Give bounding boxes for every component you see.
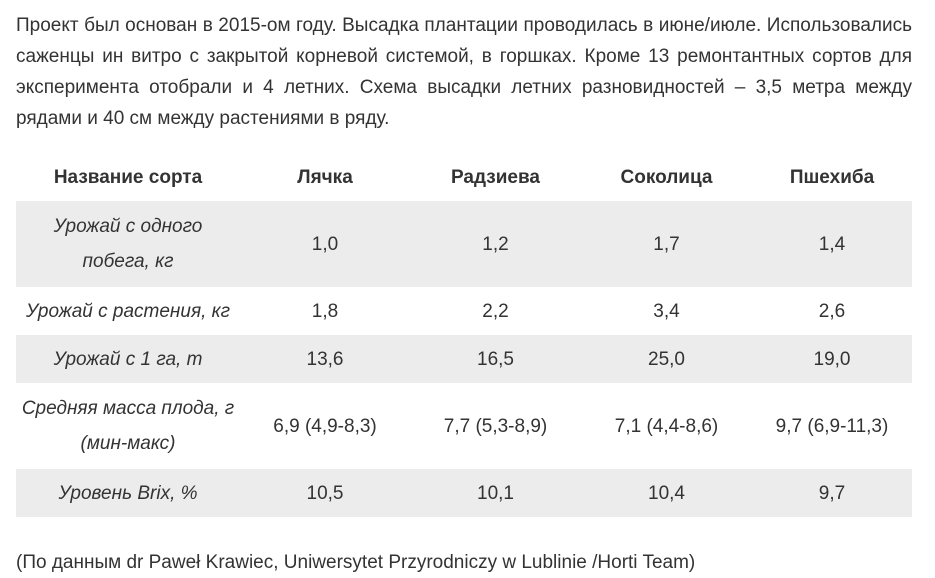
table-cell: 9,7 (752, 469, 912, 517)
table-header-row (16, 154, 912, 201)
row-label: Урожай с одного побега, кг (16, 201, 240, 287)
intro-paragraph: Проект был основан в 2015-ом году. Высадка плантации проводилась в июне/июле. Использовались саженцы ин витро с закрытой корневой системой, в горшках. Кроме 13 ремонтантных сортов для эксперимента отобрали и 4 летних. Схема высадки летних разновидностей – 3,5 метра между рядами и 40 см между растениями в ряду. (16, 15, 912, 129)
table-cell: 1,0 (240, 201, 410, 287)
header-variety-name: Название сорта (53, 166, 203, 188)
table-row (16, 201, 912, 287)
table-row (16, 383, 912, 469)
row-label: Урожай с 1 га, т (16, 335, 240, 383)
table-row (16, 287, 912, 335)
variety-comparison-table (16, 154, 912, 517)
table-cell: 7,1 (4,4-8,6) (614, 415, 719, 437)
row-label: Урожай с растения, кг (25, 300, 230, 322)
table-cell: 16,5 (410, 335, 581, 383)
table-cell: 10,4 (581, 469, 752, 517)
source-note: (По данным dr Paweł Krawiec, Uniwersytet Przyrodniczy w Lublinie /Horti Team) (16, 552, 696, 573)
table-cell: 19,0 (752, 335, 912, 383)
header-radzieva: Радзиева (451, 166, 540, 188)
table-cell: 3,4 (653, 300, 680, 322)
header-pshekhiba: Пшехиба (789, 166, 875, 188)
table-cell: 10,5 (240, 469, 410, 517)
table-cell: 1,4 (752, 201, 912, 287)
header-sokolitsa: Соколица (620, 166, 713, 188)
table-cell: 25,0 (581, 335, 752, 383)
table-cell: 1,2 (410, 201, 581, 287)
table-cell: 13,6 (240, 335, 410, 383)
table-cell: 2,2 (482, 300, 509, 322)
table-row (16, 335, 912, 383)
table-cell: 2,6 (818, 300, 846, 322)
header-lyachka: Лячка (297, 166, 353, 188)
table-cell: 7,7 (5,3-8,9) (443, 415, 548, 437)
table-row (16, 469, 912, 517)
table-cell: 9,7 (6,9-11,3) (775, 415, 889, 437)
table-cell: 6,9 (4,9-8,3) (273, 415, 377, 437)
row-label: Средняя масса плода, г (мин-макс) (21, 398, 235, 454)
row-label: Уровень Brix, % (16, 469, 240, 517)
table-cell: 1,8 (311, 300, 339, 322)
table-cell: 1,7 (581, 201, 752, 287)
table-cell: 10,1 (410, 469, 581, 517)
